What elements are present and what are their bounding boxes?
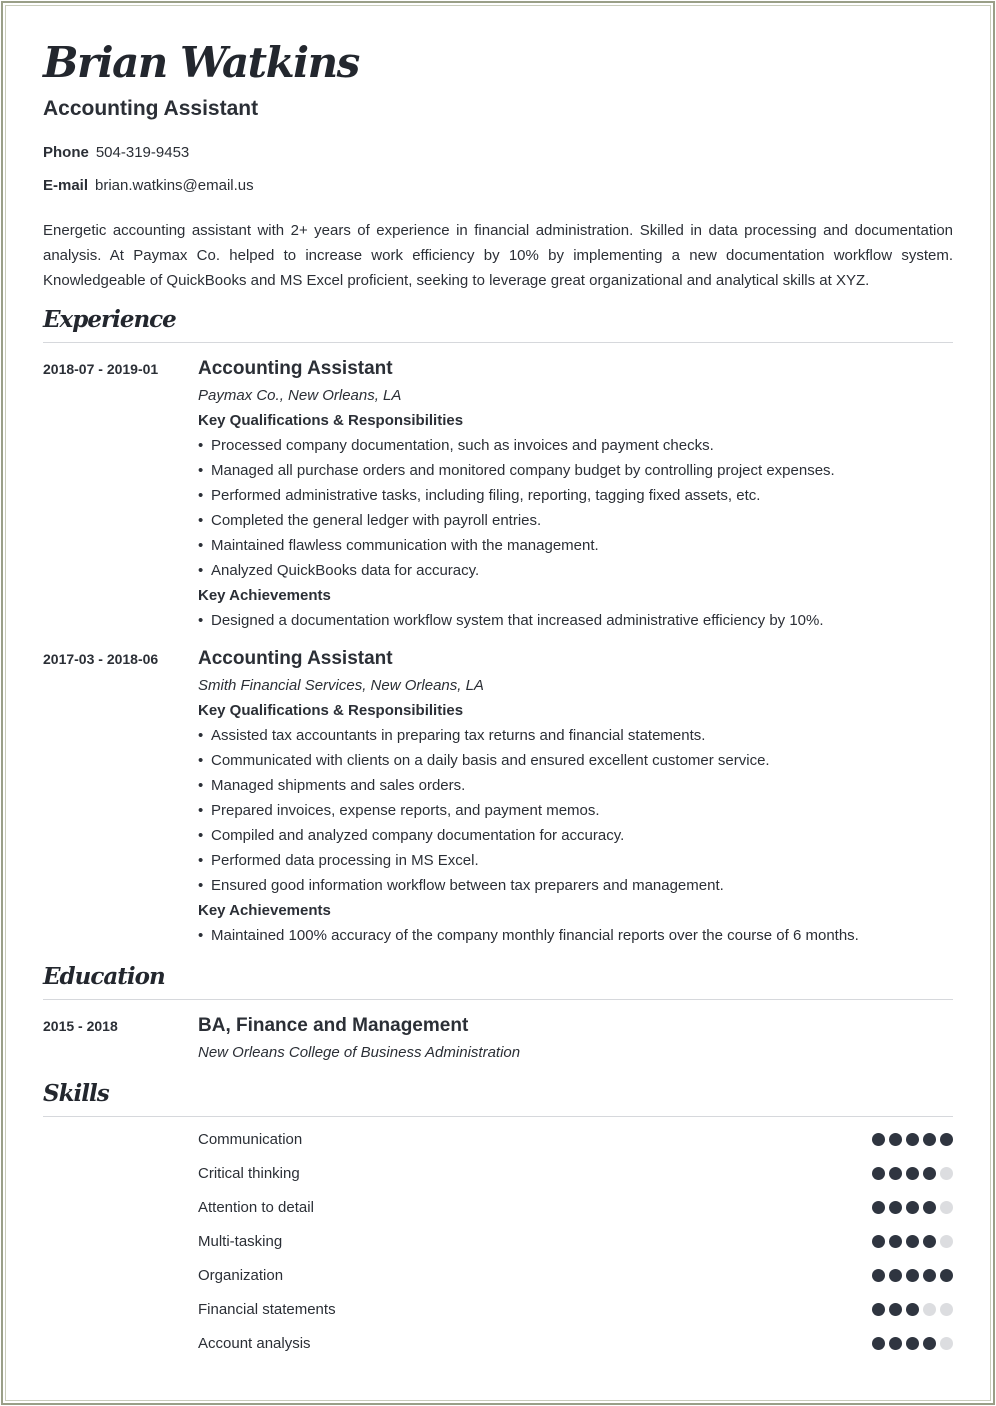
rating-dot-filled — [889, 1235, 902, 1248]
experience-2-dates: 2017-03 - 2018-06 — [43, 651, 159, 667]
skill-name: Attention to detail — [198, 1199, 314, 1216]
list-item: • Maintained 100% accuracy of the company monthly financial reports over the course of 6 months. — [198, 927, 859, 944]
summary-paragraph: Energetic accounting assistant with 2+ years of experience in financial administration. Skilled in data processing and documentation analysis. At Paymax Co. helped to increase work efficiency by 10% by implementing a new documentation workflow system. Knowledgeable of QuickBooks and MS Excel proficient, seeking to leverage great organizational and analytical skills at XYZ. — [43, 222, 953, 289]
skill-row — [198, 1266, 953, 1286]
rating-dot-empty — [940, 1337, 953, 1350]
education-divider — [43, 999, 953, 1000]
list-item: • Performed data processing in MS Excel. — [198, 852, 479, 869]
skill-rating — [872, 1235, 953, 1248]
rating-dot-filled — [872, 1337, 885, 1350]
rating-dot-filled — [889, 1133, 902, 1146]
rating-dot-filled — [906, 1337, 919, 1350]
skills-heading: Skills — [43, 1080, 109, 1107]
list-item: • Managed shipments and sales orders. — [198, 777, 466, 794]
skill-rating — [872, 1133, 953, 1146]
list-item: • Assisted tax accountants in preparing tax returns and financial statements. — [198, 727, 706, 744]
rating-dot-filled — [872, 1303, 885, 1316]
skill-name: Organization — [198, 1267, 284, 1284]
skill-rating — [872, 1337, 953, 1350]
phone-label: Phone — [43, 144, 89, 161]
experience-heading: Experience — [43, 306, 176, 333]
list-item: • Performed administrative tasks, including filing, reporting, tagging fixed assets, etc. — [198, 487, 761, 504]
skill-name: Account analysis — [198, 1335, 311, 1352]
list-item: • Maintained flawless communication with the management. — [198, 537, 599, 554]
list-item: • Analyzed QuickBooks data for accuracy. — [198, 562, 480, 579]
contact-email — [43, 177, 254, 194]
email-value: brian.watkins@email.us — [95, 177, 254, 194]
rating-dot-filled — [906, 1201, 919, 1214]
skill-rating — [872, 1303, 953, 1316]
rating-dot-empty — [940, 1303, 953, 1316]
skill-rating — [872, 1201, 953, 1214]
rating-dot-filled — [889, 1303, 902, 1316]
experience-divider — [43, 342, 953, 343]
rating-dot-filled — [906, 1235, 919, 1248]
skill-name: Multi-tasking — [198, 1233, 283, 1250]
experience-1-dates: 2018-07 - 2019-01 — [43, 361, 159, 377]
skill-row — [198, 1232, 953, 1252]
rating-dot-filled — [940, 1133, 953, 1146]
education-school: New Orleans College of Business Administration — [198, 1044, 521, 1061]
experience-2-role: Accounting Assistant — [198, 648, 393, 669]
list-item: • Processed company documentation, such as invoices and payment checks. — [198, 437, 714, 454]
skill-row — [198, 1300, 953, 1320]
list-item: • Compiled and analyzed company documentation for accuracy. — [198, 827, 625, 844]
skill-row — [198, 1334, 953, 1354]
rating-dot-filled — [940, 1269, 953, 1282]
rating-dot-filled — [923, 1235, 936, 1248]
rating-dot-empty — [940, 1201, 953, 1214]
contact-phone — [43, 144, 189, 161]
skill-name: Financial statements — [198, 1301, 336, 1318]
rating-dot-filled — [872, 1133, 885, 1146]
candidate-title: Accounting Assistant — [43, 97, 259, 120]
rating-dot-filled — [889, 1201, 902, 1214]
skill-row — [198, 1130, 953, 1150]
rating-dot-filled — [872, 1201, 885, 1214]
rating-dot-filled — [906, 1133, 919, 1146]
rating-dot-filled — [906, 1269, 919, 1282]
experience-1 — [198, 358, 953, 636]
rating-dot-filled — [872, 1167, 885, 1180]
rating-dot-filled — [923, 1337, 936, 1350]
experience-2 — [198, 648, 953, 951]
education-degree: BA, Finance and Management — [198, 1015, 469, 1036]
skill-name: Critical thinking — [198, 1165, 300, 1182]
rating-dot-filled — [923, 1269, 936, 1282]
education-entry — [198, 1015, 953, 1068]
list-item: • Prepared invoices, expense reports, and payment memos. — [198, 802, 600, 819]
candidate-name: Brian Watkins — [43, 38, 359, 87]
skill-row — [198, 1198, 953, 1218]
list-item: • Designed a documentation workflow system that increased administrative efficiency by 10%. — [198, 612, 824, 629]
experience-1-resp-heading: Key Qualifications & Responsibilities — [198, 412, 464, 429]
experience-2-company: Smith Financial Services, New Orleans, LA — [198, 677, 484, 694]
experience-1-company: Paymax Co., New Orleans, LA — [198, 387, 402, 404]
rating-dot-filled — [889, 1269, 902, 1282]
phone-value: 504-319-9453 — [95, 144, 190, 161]
skill-row — [198, 1164, 953, 1184]
experience-1-ach-heading: Key Achievements — [198, 587, 331, 604]
email-label: E-mail — [43, 177, 89, 194]
rating-dot-filled — [906, 1167, 919, 1180]
list-item: • Completed the general ledger with payroll entries. — [198, 512, 542, 529]
rating-dot-filled — [872, 1235, 885, 1248]
rating-dot-filled — [923, 1167, 936, 1180]
rating-dot-empty — [940, 1167, 953, 1180]
education-heading: Education — [43, 963, 165, 990]
rating-dot-filled — [889, 1167, 902, 1180]
rating-dot-filled — [923, 1133, 936, 1146]
skill-rating — [872, 1269, 953, 1282]
skill-rating — [872, 1167, 953, 1180]
list-item: • Ensured good information workflow between tax preparers and management. — [198, 877, 724, 894]
rating-dot-empty — [940, 1235, 953, 1248]
skills-divider — [43, 1116, 953, 1117]
rating-dot-filled — [923, 1201, 936, 1214]
education-dates: 2015 - 2018 — [43, 1018, 118, 1034]
rating-dot-empty — [923, 1303, 936, 1316]
list-item: • Communicated with clients on a daily basis and ensured excellent customer service. — [198, 752, 770, 769]
experience-2-resp-heading: Key Qualifications & Responsibilities — [198, 702, 464, 719]
rating-dot-filled — [889, 1337, 902, 1350]
experience-1-role: Accounting Assistant — [198, 358, 393, 379]
list-item: • Managed all purchase orders and monitored company budget by controlling project expenses. — [198, 462, 835, 479]
rating-dot-filled — [906, 1303, 919, 1316]
experience-2-ach-heading: Key Achievements — [198, 902, 331, 919]
rating-dot-filled — [872, 1269, 885, 1282]
skill-name: Communication — [198, 1131, 303, 1148]
